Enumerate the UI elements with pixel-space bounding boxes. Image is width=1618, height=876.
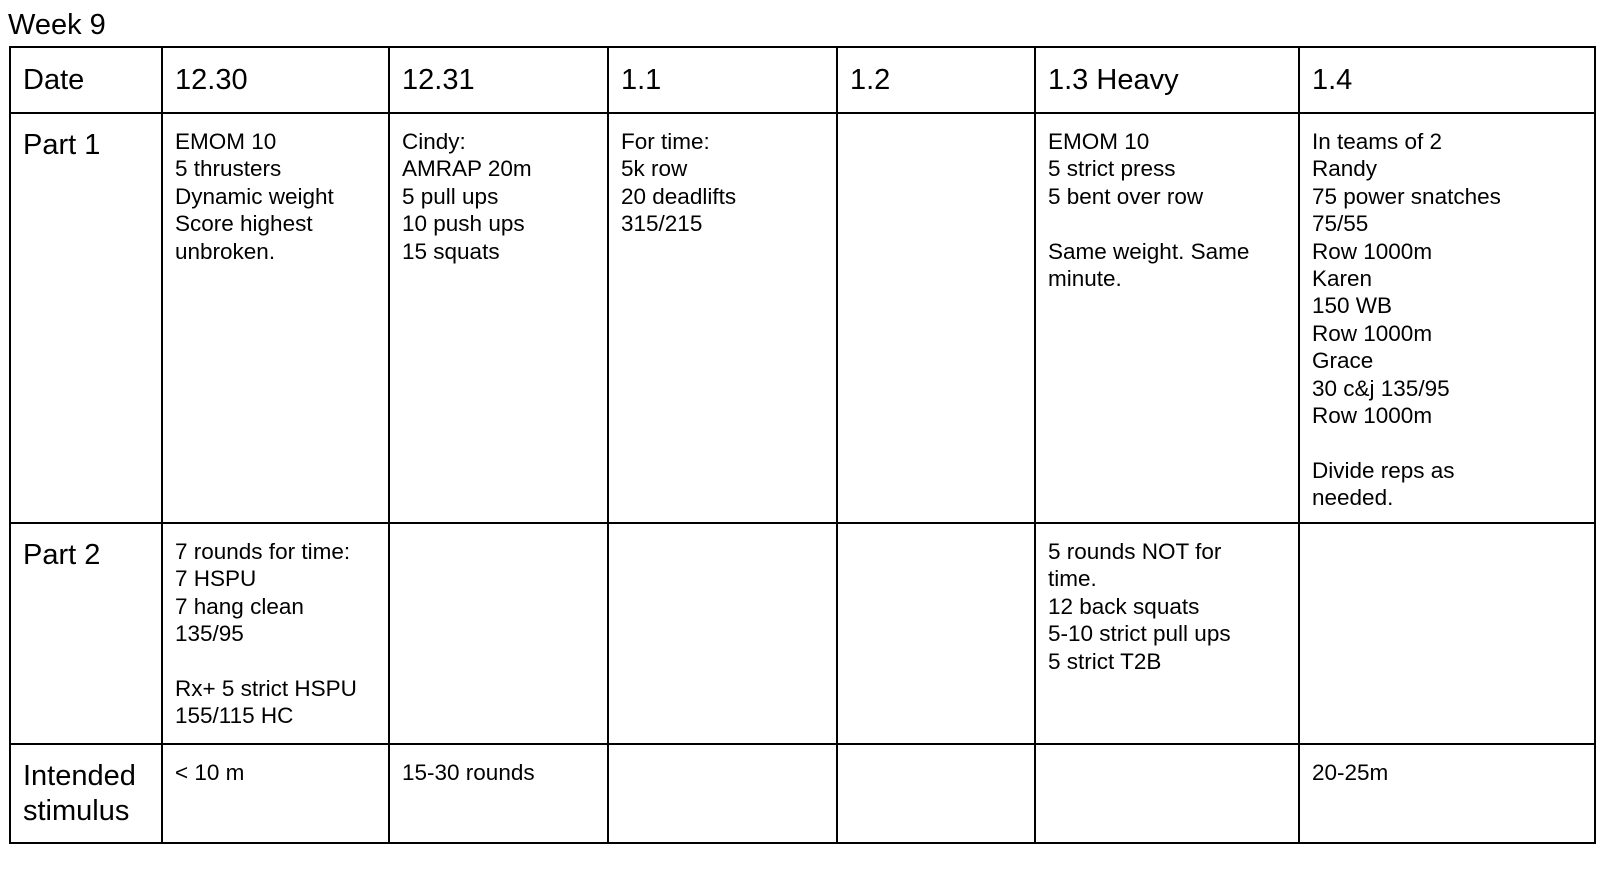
column-header-1-3-heavy: 1.3 Heavy bbox=[1048, 64, 1179, 96]
cell-line: 75/55 bbox=[1312, 211, 1369, 237]
cell-line: needed. bbox=[1312, 485, 1394, 511]
cell-line bbox=[1312, 429, 1586, 456]
cell-line: Row 1000m bbox=[1312, 320, 1433, 346]
table-cell bbox=[1036, 745, 1298, 759]
cell-line: 5 strict T2B bbox=[1048, 648, 1162, 674]
page-title: Week 9 bbox=[8, 9, 106, 41]
row-label-line: Intended bbox=[23, 760, 136, 792]
cell-line: 5-10 strict pull ups bbox=[1048, 621, 1231, 647]
cell-line: Row 1000m bbox=[1312, 238, 1433, 264]
cell-line: Cindy: bbox=[402, 129, 466, 154]
row-label-part-1: Part 1 bbox=[23, 129, 101, 161]
cell-line: 135/95 bbox=[175, 621, 244, 647]
table-cell bbox=[609, 114, 836, 238]
table-cell bbox=[609, 524, 836, 538]
cell-line: 150 WB bbox=[1312, 293, 1393, 319]
cell-line: In teams of 2 bbox=[1312, 129, 1443, 154]
column-header-12-31: 12.31 bbox=[402, 64, 475, 96]
cell-line: 5 strict press bbox=[1048, 156, 1176, 182]
cell-line: 15-30 rounds bbox=[402, 760, 535, 785]
cell-line: 5 thrusters bbox=[175, 156, 282, 182]
table-row-part-1 bbox=[10, 113, 1595, 523]
table-cell bbox=[838, 745, 1034, 759]
cell-line: unbroken. bbox=[175, 238, 276, 264]
cell-line: Randy bbox=[1312, 156, 1378, 182]
table-cell bbox=[163, 745, 388, 786]
column-header-1-1: 1.1 bbox=[621, 64, 662, 96]
row-label-line: stimulus bbox=[23, 795, 130, 827]
column-header-12-30: 12.30 bbox=[175, 64, 248, 96]
column-header-date: Date bbox=[23, 64, 85, 96]
cell-line: AMRAP 20m bbox=[402, 156, 532, 182]
table-row-intended-stimulus bbox=[10, 744, 1595, 843]
cell-line: EMOM 10 bbox=[1048, 129, 1150, 154]
cell-line: 7 HSPU bbox=[175, 566, 257, 592]
cell-line bbox=[175, 648, 380, 675]
header-row bbox=[10, 47, 1595, 113]
table-cell bbox=[390, 114, 607, 265]
cell-line: 30 c&j 135/95 bbox=[1312, 375, 1450, 401]
cell-line: 20-25m bbox=[1312, 760, 1389, 785]
table-cell bbox=[838, 524, 1034, 538]
cell-line: Same weight. Same bbox=[1048, 238, 1250, 264]
cell-line: Dynamic weight bbox=[175, 183, 334, 209]
cell-line: 5k row bbox=[621, 156, 688, 182]
table-cell bbox=[1300, 114, 1594, 512]
table-row-part-2 bbox=[10, 523, 1595, 744]
cell-line: 75 power snatches bbox=[1312, 183, 1501, 209]
cell-line: Row 1000m bbox=[1312, 403, 1433, 429]
workout-schedule-table bbox=[9, 46, 1596, 844]
cell-line: 155/115 HC bbox=[175, 703, 294, 729]
cell-line: EMOM 10 bbox=[175, 129, 277, 154]
cell-line: Karen bbox=[1312, 266, 1373, 292]
row-label-part-2: Part 2 bbox=[23, 539, 101, 571]
cell-line: time. bbox=[1048, 566, 1097, 592]
cell-line: Grace bbox=[1312, 348, 1374, 374]
cell-line bbox=[1048, 210, 1290, 237]
cell-line: For time: bbox=[621, 129, 710, 154]
cell-line: 20 deadlifts bbox=[621, 183, 737, 209]
cell-line: 5 pull ups bbox=[402, 183, 499, 209]
cell-line: 315/215 bbox=[621, 211, 703, 237]
table-cell bbox=[163, 524, 388, 730]
table-cell bbox=[390, 524, 607, 538]
cell-line: Divide reps as bbox=[1312, 457, 1455, 483]
cell-line: < 10 m bbox=[175, 760, 245, 785]
column-header-1-2: 1.2 bbox=[850, 64, 891, 96]
cell-line: 7 hang clean bbox=[175, 593, 304, 619]
cell-line: Rx+ 5 strict HSPU bbox=[175, 676, 357, 702]
table-cell bbox=[1300, 524, 1594, 538]
table-cell bbox=[1036, 114, 1298, 292]
cell-line: 15 squats bbox=[402, 238, 500, 264]
cell-line: minute. bbox=[1048, 266, 1122, 292]
table-cell bbox=[1036, 524, 1298, 675]
table-cell bbox=[163, 114, 388, 265]
cell-line: 7 rounds for time: bbox=[175, 539, 351, 564]
cell-line: Score highest bbox=[175, 211, 313, 237]
cell-line: 10 push ups bbox=[402, 211, 525, 237]
table-cell bbox=[609, 745, 836, 759]
column-header-1-4: 1.4 bbox=[1312, 64, 1353, 96]
cell-line: 12 back squats bbox=[1048, 593, 1200, 619]
cell-line: 5 rounds NOT for bbox=[1048, 539, 1222, 564]
table-cell bbox=[1300, 745, 1594, 786]
table-cell bbox=[838, 114, 1034, 128]
cell-line: 5 bent over row bbox=[1048, 183, 1204, 209]
table-cell bbox=[390, 745, 607, 786]
row-label-intended-stimulus bbox=[11, 745, 161, 829]
